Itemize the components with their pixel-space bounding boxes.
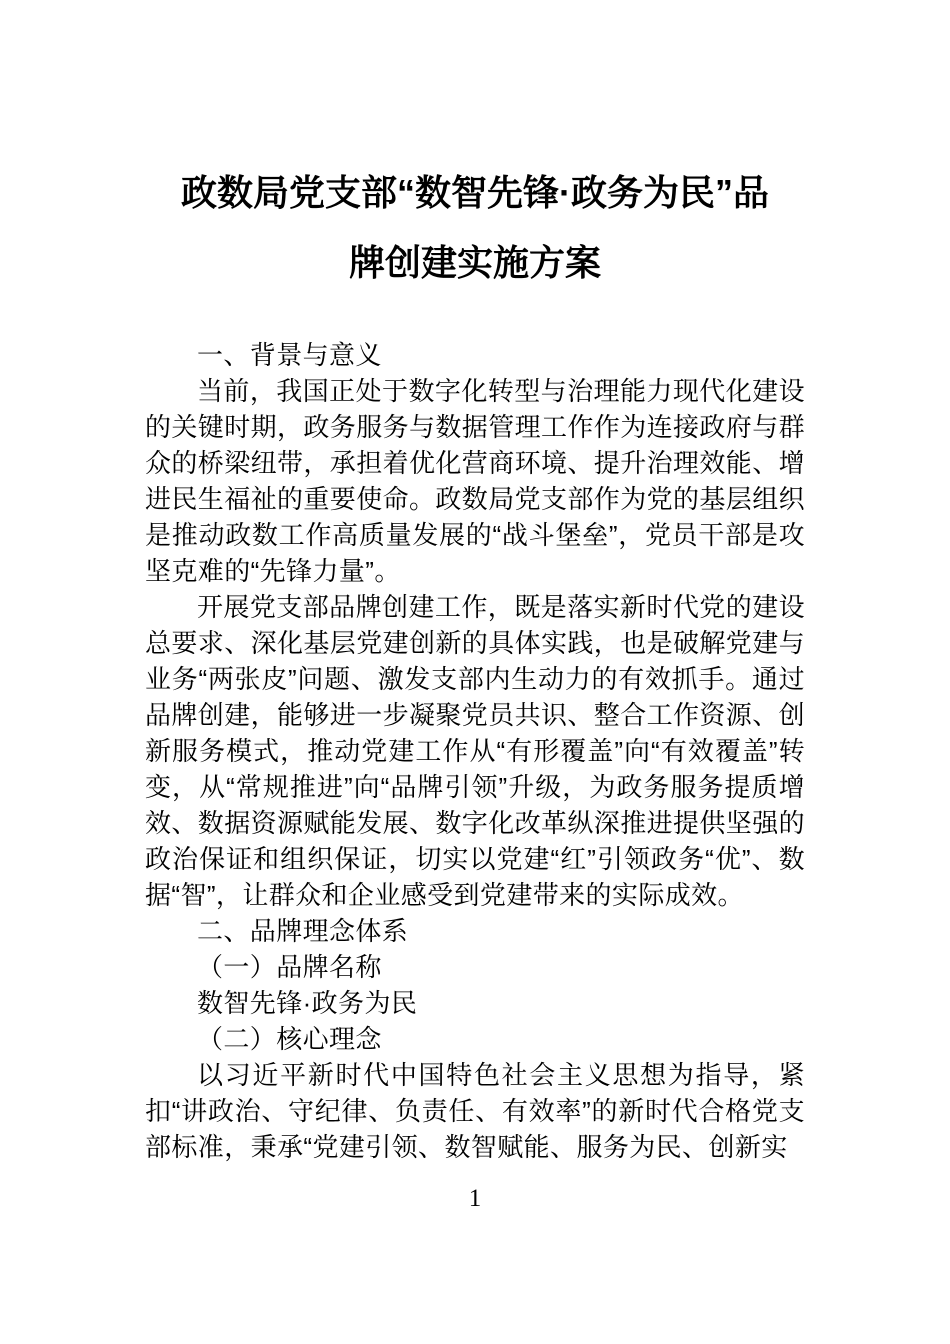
document-title — [0, 158, 950, 298]
document-body — [145, 337, 805, 1165]
document-title-line-2: 牌创建实施方案 — [348, 242, 601, 283]
paragraph-brand-name-value: 数智先锋·政务为民 — [197, 988, 418, 1018]
paragraph-core-concept: 以习近平新时代中国特色社会主义思想为指导，紧扣“讲政治、守纪律、负责任、有效率”的新时代合格党支部标准，秉承“党建引领、数智赋能、服务为民、创新实 — [145, 1060, 805, 1162]
section-heading-background: 一、背景与意义 — [197, 340, 382, 370]
subheading-brand-name: （一）品牌名称 — [197, 952, 382, 982]
section-heading-brand-concept: 二、品牌理念体系 — [197, 916, 409, 946]
document-title-line-1: 政数局党支部“数智先锋·政务为民”品 — [181, 172, 769, 213]
page-number: 1 — [468, 1185, 482, 1212]
paragraph-background-2: 开展党支部品牌创建工作，既是落实新时代党的建设总要求、深化基层党建创新的具体实践，也是破解党建与业务“两张皮”问题、激发支部内生动力的有效抓手。通过品牌创建，能够进一步凝聚党员共识、整合工作资源、创新服务模式，推动党建工作从“有形覆盖”向“有效覆盖”转变，从“常规推进”向“品牌引领”升级，为政务服务提质增效、数据资源赋能发展、数字化改革纵深推进提供坚强的政治保证和组织保证，切实以党建“红”引领政务“优”、数据“智”，让群众和企业感受到党建带来的实际成效。 — [145, 592, 806, 910]
paragraph-background-1: 当前，我国正处于数字化转型与治理能力现代化建设的关键时期，政务服务与数据管理工作作为连接政府与群众的桥梁纽带，承担着优化营商环境、提升治理效能、增进民生福祉的重要使命。政数局党支部作为党的基层组织是推动政数工作高质量发展的“战斗堡垒”，党员干部是攻坚克难的“先锋力量”。 — [145, 376, 806, 586]
subheading-core-concept: （二）核心理念 — [197, 1024, 382, 1054]
